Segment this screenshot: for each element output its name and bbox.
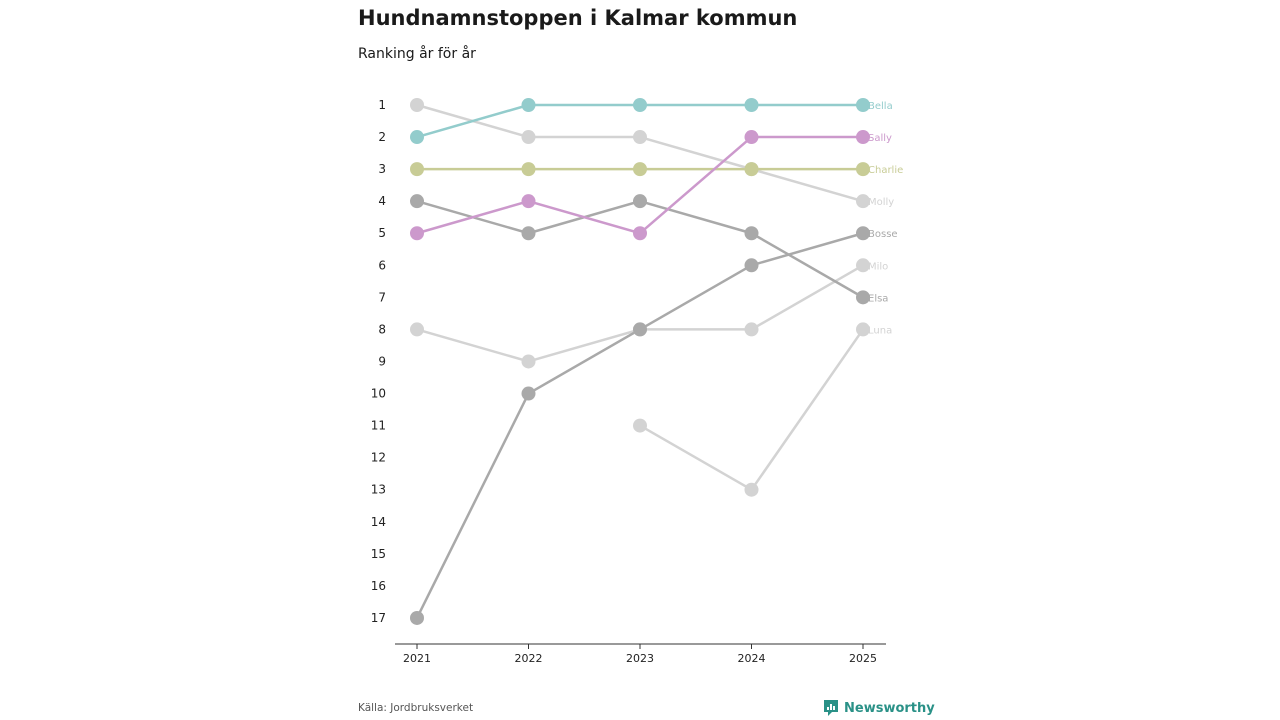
series-line-luna bbox=[640, 329, 863, 489]
series-label-sally: Sally bbox=[868, 133, 892, 145]
point-sally bbox=[633, 226, 647, 240]
series-lines bbox=[417, 105, 863, 618]
point-bella bbox=[633, 98, 647, 112]
point-bosse bbox=[410, 611, 424, 625]
point-bella bbox=[745, 98, 759, 112]
source-note: Källa: Jordbruksverket bbox=[358, 702, 474, 714]
point-elsa bbox=[745, 226, 759, 240]
y-tick-label: 1 bbox=[378, 98, 386, 112]
point-luna bbox=[745, 483, 759, 497]
series-label-bella: Bella bbox=[868, 101, 893, 112]
y-tick-label: 4 bbox=[378, 194, 386, 209]
y-tick-label: 10 bbox=[370, 386, 386, 401]
x-tick-label: 2025 bbox=[849, 652, 877, 665]
y-tick-label: 15 bbox=[370, 546, 386, 561]
y-tick-label: 9 bbox=[378, 354, 386, 369]
point-elsa bbox=[410, 194, 424, 208]
series-line-milo bbox=[417, 265, 863, 361]
point-molly bbox=[410, 98, 424, 112]
y-tick-label: 2 bbox=[378, 130, 386, 145]
series-points bbox=[410, 98, 870, 625]
y-tick-label: 11 bbox=[370, 418, 386, 433]
point-charlie bbox=[745, 162, 759, 176]
y-tick-label: 16 bbox=[370, 578, 386, 593]
point-bella bbox=[410, 130, 424, 144]
x-tick-label: 2021 bbox=[403, 652, 431, 665]
y-tick-label: 7 bbox=[378, 290, 386, 305]
series-label-charlie: Charlie bbox=[868, 165, 904, 177]
y-tick-label: 13 bbox=[370, 482, 386, 497]
point-elsa bbox=[633, 194, 647, 208]
point-sally bbox=[410, 226, 424, 240]
y-tick-label: 8 bbox=[378, 322, 386, 337]
point-luna bbox=[633, 419, 647, 433]
y-tick-label: 3 bbox=[378, 162, 386, 177]
x-tick-label: 2023 bbox=[626, 652, 654, 665]
series-label-milo: Milo bbox=[868, 261, 889, 273]
y-tick-label: 17 bbox=[370, 610, 386, 625]
point-bosse bbox=[633, 322, 647, 336]
point-elsa bbox=[522, 226, 536, 240]
series-line-molly bbox=[417, 105, 863, 201]
x-tick-label: 2024 bbox=[737, 652, 766, 665]
series-line-elsa bbox=[417, 201, 863, 297]
point-sally bbox=[522, 194, 536, 208]
point-bosse bbox=[522, 387, 536, 401]
series-label-luna: Luna bbox=[868, 325, 893, 337]
y-tick-label: 14 bbox=[370, 514, 386, 529]
point-sally bbox=[745, 130, 759, 144]
y-tick-label: 12 bbox=[370, 450, 386, 465]
point-molly bbox=[522, 130, 536, 144]
series-label-elsa: Elsa bbox=[868, 293, 889, 305]
series-label-bosse: Bosse bbox=[868, 229, 898, 241]
chart-subtitle: Ranking år för år bbox=[358, 46, 476, 62]
brand-name: Newsworthy bbox=[844, 700, 935, 716]
point-molly bbox=[633, 130, 647, 144]
point-charlie bbox=[633, 162, 647, 176]
series-labels bbox=[868, 101, 903, 336]
point-bella bbox=[522, 98, 536, 112]
series-label-molly: Molly bbox=[868, 197, 895, 209]
point-milo bbox=[745, 322, 759, 336]
point-charlie bbox=[410, 162, 424, 176]
x-axis-ticks bbox=[403, 644, 877, 665]
newsworthy-logo-icon bbox=[823, 699, 839, 717]
series-line-sally bbox=[417, 137, 863, 233]
brand-logo bbox=[823, 699, 935, 717]
y-tick-label: 6 bbox=[378, 258, 386, 273]
chart-title: Hundnamnstoppen i Kalmar kommun bbox=[358, 6, 798, 30]
y-tick-label: 5 bbox=[378, 226, 386, 241]
point-charlie bbox=[522, 162, 536, 176]
y-axis-ticks bbox=[371, 98, 386, 625]
point-milo bbox=[522, 354, 536, 368]
x-tick-label: 2022 bbox=[514, 652, 543, 665]
point-bosse bbox=[745, 258, 759, 272]
point-milo bbox=[410, 322, 424, 336]
